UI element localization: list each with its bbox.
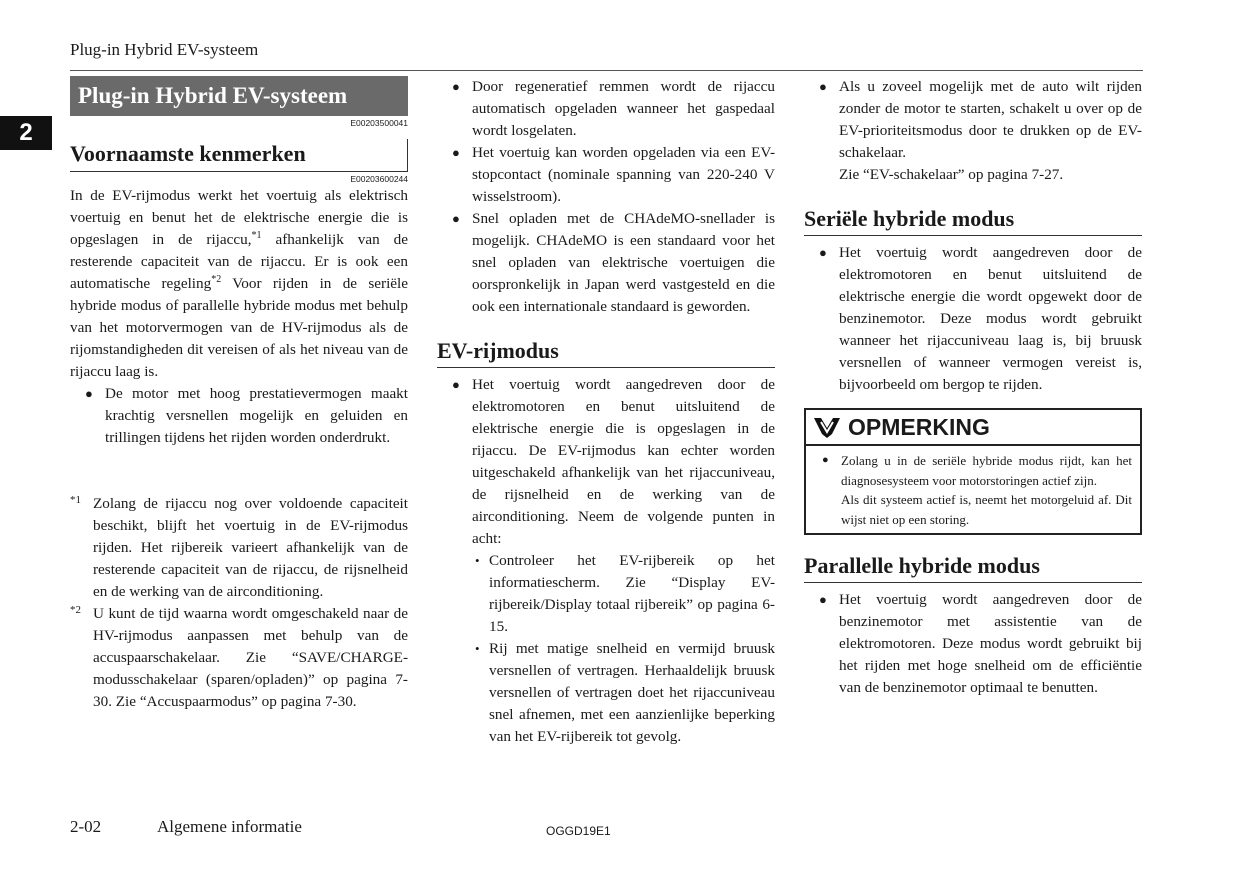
intro-paragraph: In de EV-rijmodus werkt het voertuig als elektrisch voertuig en benut het de elektrische energie die is opgeslagen in de rijaccu,$^{*1}$ afhankelijk van de resterende capaciteit van de rijaccu. Er is ook een automatische regeling$^{*2}$ Voor rijden in de seriële hybride modus of parallelle hybride modus met behulp van het motorvermogen van de HV-rijmodus als de rijomstandigheden dit vereisen of als het niveau van de rijaccu laag is. — [70, 187, 409, 380]
note-title: OPMERKING — [848, 414, 990, 440]
tip-item: • Controleer het EV-rijbereik op het informatiescherm. Zie “Display EV-rijbereik/Display totaal rijbereik” op pagina 6-15. — [472, 550, 775, 638]
heading-main-features: Voornaamste kenmerken — [70, 139, 408, 172]
ev-mode-list — [437, 374, 775, 748]
footnote-1: *1 Zolang de rijaccu nog over voldoende capaciteit beschikt, blijft het voertuig in de EV-rijmodus rijden. Het rijbereik varieert afhankelijk van de resterende capaciteit van de rijaccu, de rijsnelheid en de werking van de airconditioning. — [70, 494, 408, 600]
serial-list — [804, 242, 1142, 396]
heading-serial-hybrid: Seriële hybride modus — [804, 204, 1142, 236]
list-item: ● Door regeneratief remmen wordt de rijaccu automatisch opgeladen wanneer het gaspedaal wordt losgelaten. — [437, 76, 775, 142]
ev-priority-list — [804, 76, 1142, 186]
list-item: ● Het voertuig wordt aangedreven door de elektromotoren en benut uitsluitend de elektrische energie die is opgeslagen in de rijaccu. De EV-rijmodus kan echter worden uitgeschakeld afhankelijk van het rijaccuniveau, de rijsnelheid en de werking van de airconditioning. Neem de volgende punten in acht: • Controleer het EV-rijbereik op het informatiescherm. Zie “Display EV-rijbereik/Display totaal rijbereik” op pagina 6-15. • Rij met matige snelheid en vermijd bruusk versnellen of vertragen. Herhaaldelijk bruusk versnellen of vertragen doet het rijaccuniveau snel afnemen, met een aanzienlijke beperking van het EV-rijbereik tot gevolg. — [437, 374, 775, 748]
header-rule — [70, 70, 1143, 71]
footnote-ref-2[interactable]: *2 — [211, 274, 222, 285]
note-header — [806, 410, 1140, 446]
column-left — [70, 76, 408, 713]
footnote-ref-1[interactable]: *1 — [251, 230, 262, 241]
cross-reference[interactable]: Zie “EV-schakelaar” op pagina 7-27. — [839, 166, 1064, 183]
chapter-tab[interactable]: 2 — [0, 116, 52, 150]
heading-ev-mode: EV-rijmodus — [437, 336, 775, 368]
note-list — [806, 451, 1132, 529]
list-item: ● Snel opladen met de CHAdeMO-snellader is mogelijk. CHAdeMO is een standaard voor het snel opladen van elektrische voertuigen die oorspronkelijk in Japan werd vastgesteld en die ook een internationale standaard is geworden. — [437, 208, 775, 318]
heading-code: E00203600244 — [350, 174, 408, 184]
tip-item: • Rij met matige snelheid en vermijd bruusk versnellen of vertragen. Herhaaldelijk bruusk versnellen of vertragen doet het rijaccuniveau snel afnemen, met een aanzienlijke beperking van het EV-rijbereik tot gevolg. — [472, 638, 775, 748]
page-number: 2-02 — [70, 817, 102, 836]
chapter-name: Algemene informatie — [157, 817, 302, 836]
list-item: ● Het voertuig wordt aangedreven door de elektromotoren en benut uitsluitend de elektrische energie die wordt opgewekt door de benzinemotor. Deze modus wordt gebruikt wanneer het rijaccuniveau laag is, bij bruusk versnellen of wanneer vermogen vereist is, bijvoorbeeld om bergop te rijden. — [804, 242, 1142, 396]
note-body — [806, 446, 1140, 533]
note-hand-icon — [812, 414, 842, 440]
column-middle — [437, 76, 775, 748]
parallel-list — [804, 589, 1142, 699]
list-item: ● De motor met hoog prestatievermogen maakt krachtig versnellen mogelijk en geluiden en trillingen tijdens het rijden worden onderdrukt. — [70, 383, 408, 449]
heading-parallel-hybrid: Parallelle hybride modus — [804, 551, 1142, 583]
feature-list — [70, 383, 408, 449]
running-header: Plug-in Hybrid EV-systeem — [70, 40, 259, 59]
list-item: ● Het voertuig wordt aangedreven door de benzinemotor met assistentie van de elektromotoren. Deze modus wordt gebruikt bij het rijden met hoge snelheid om de efficiëntie van de benzinemotor optimaal te benutten. — [804, 589, 1142, 699]
section-title: Plug-in Hybrid EV-systeem — [70, 76, 408, 116]
note-box — [804, 408, 1142, 535]
feature-list-cont — [437, 76, 775, 318]
section-code: E00203500041 — [350, 118, 408, 128]
list-item: ● Zolang u in de seriële hybride modus rijdt, kan het diagnosesysteem voor motorstoringen actief zijn. Als dit systeem actief is, neemt het motorgeluid af. Dit wijst niet op een storing. — [806, 451, 1132, 529]
document-code: OGGD19E1 — [546, 824, 611, 838]
list-item: ● Het voertuig kan worden opgeladen via een EV-stopcontact (nominale spanning van 220-240 V wisselstroom). — [437, 142, 775, 208]
footnote-2: *2 U kunt de tijd waarna wordt omgeschakeld naar de HV-rijmodus aanpassen met behulp van de accuspaarschakelaar. Zie “SAVE/CHARGE-modusschakelaar (sparen/opladen)” op pagina 7-30. Zie “Accuspaarmodus” op pagina 7-30. — [70, 604, 408, 710]
ev-tips — [437, 550, 775, 748]
list-item: ● Als u zoveel mogelijk met de auto wilt rijden zonder de motor te starten, schakelt u over op de EV-prioriteitsmodus door te drukken op de EV-schakelaar. Zie “EV-schakelaar” op pagina 7-27. — [804, 76, 1142, 186]
column-right — [804, 76, 1142, 699]
